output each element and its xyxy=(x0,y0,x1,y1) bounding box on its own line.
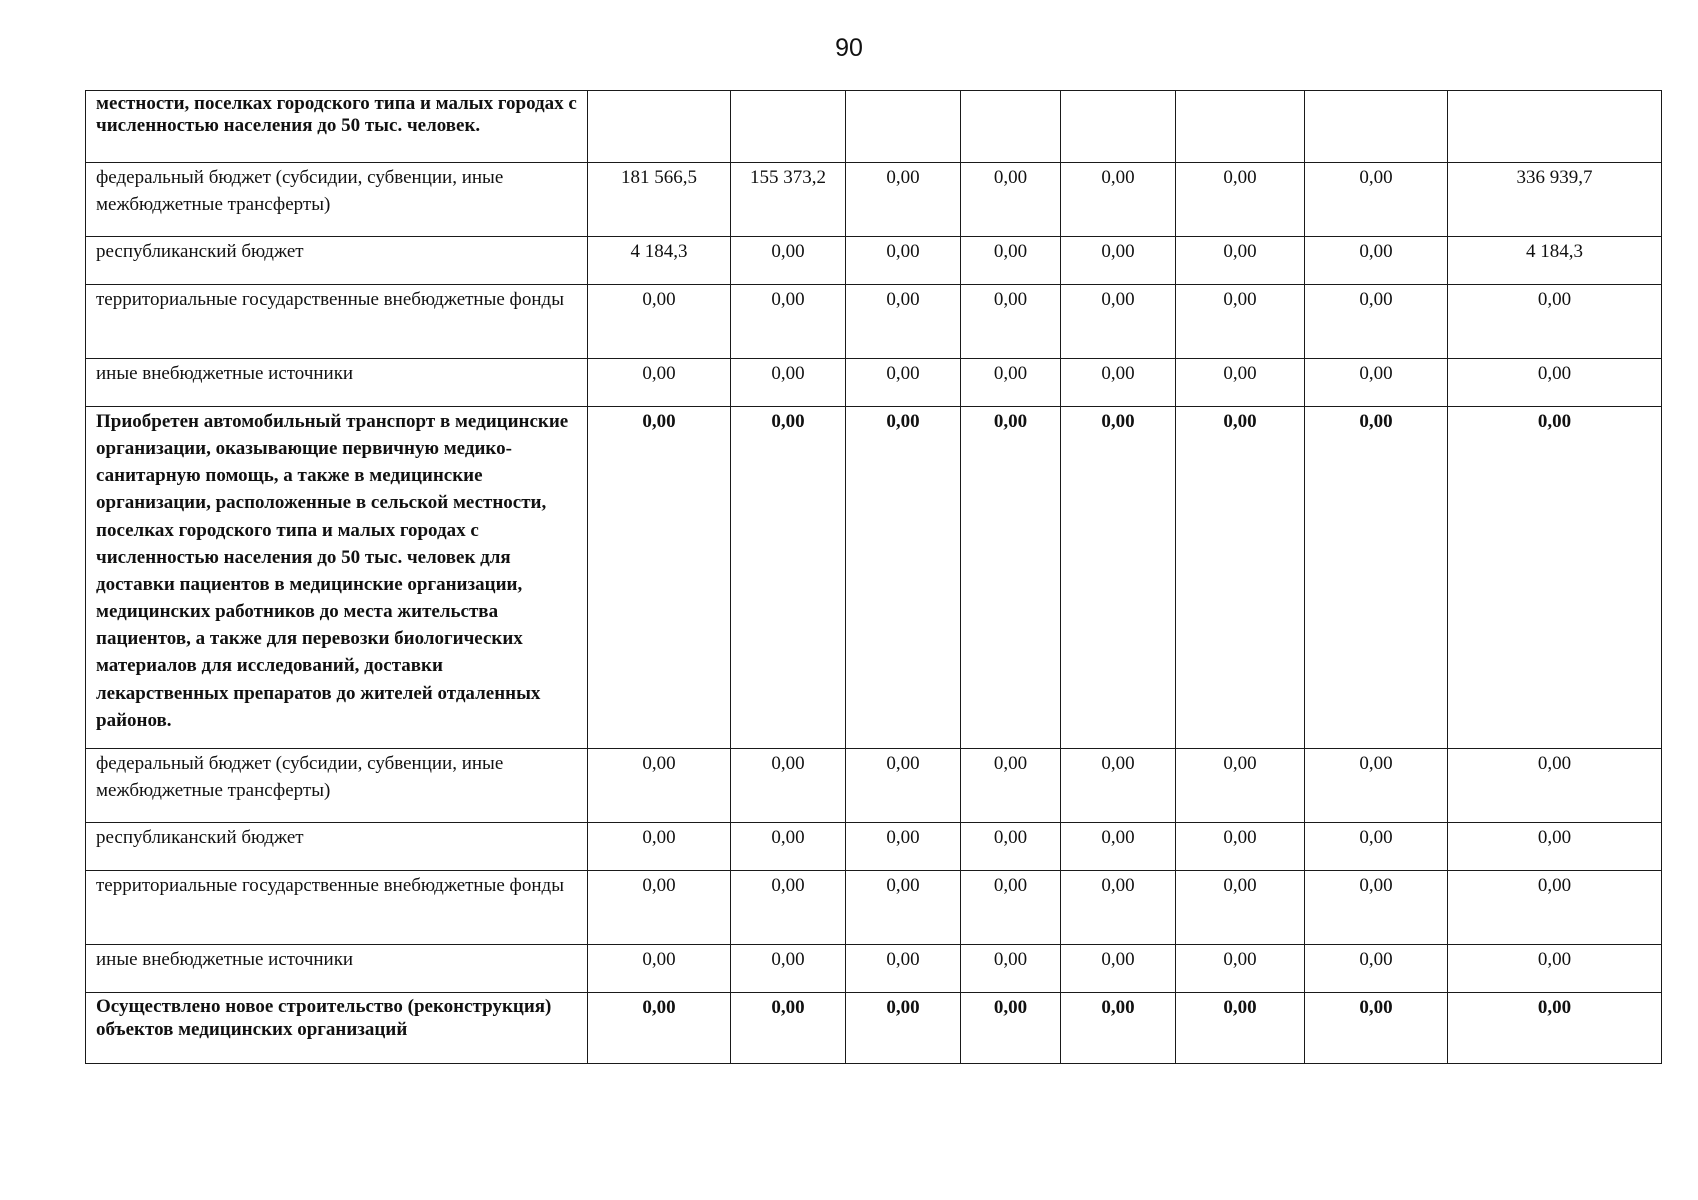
budget-source-row xyxy=(86,945,1662,993)
section-title-cell: Осуществлено новое строительство (реконструкция) объектов медицинских организаций xyxy=(86,993,588,1064)
funding-source-cell: республиканский бюджет xyxy=(86,237,588,285)
budget-source-row xyxy=(86,237,1662,285)
value-cell: 0,00 xyxy=(731,871,846,945)
budget-table xyxy=(85,90,1662,1064)
value-cell: 0,00 xyxy=(846,749,961,823)
total-value-cell: 0,00 xyxy=(1448,407,1662,749)
budget-source-row xyxy=(86,285,1662,359)
value-cell: 0,00 xyxy=(846,407,961,749)
funding-source-cell: федеральный бюджет (субсидии, субвенции, иные межбюджетные трансферты) xyxy=(86,163,588,237)
budget-source-row xyxy=(86,163,1662,237)
value-cell: 0,00 xyxy=(1305,359,1448,407)
value-cell: 0,00 xyxy=(1061,749,1176,823)
value-cell: 0,00 xyxy=(731,945,846,993)
budget-source-row xyxy=(86,871,1662,945)
budget-source-row xyxy=(86,359,1662,407)
value-cell: 0,00 xyxy=(846,285,961,359)
value-cell: 0,00 xyxy=(846,945,961,993)
value-cell: 0,00 xyxy=(1305,945,1448,993)
value-cell: 0,00 xyxy=(588,359,731,407)
total-value-cell: 0,00 xyxy=(1448,945,1662,993)
value-cell xyxy=(588,91,731,163)
value-cell: 0,00 xyxy=(846,993,961,1064)
value-cell: 0,00 xyxy=(1305,871,1448,945)
total-value-cell: 0,00 xyxy=(1448,823,1662,871)
value-cell: 0,00 xyxy=(588,823,731,871)
value-cell: 0,00 xyxy=(1061,163,1176,237)
value-cell: 0,00 xyxy=(1305,285,1448,359)
value-cell: 0,00 xyxy=(1176,237,1305,285)
total-value-cell: 0,00 xyxy=(1448,749,1662,823)
value-cell: 155 373,2 xyxy=(731,163,846,237)
value-cell: 0,00 xyxy=(846,237,961,285)
value-cell: 0,00 xyxy=(588,993,731,1064)
value-cell xyxy=(1061,91,1176,163)
value-cell: 0,00 xyxy=(588,945,731,993)
value-cell xyxy=(1176,91,1305,163)
value-cell: 0,00 xyxy=(1176,871,1305,945)
value-cell: 0,00 xyxy=(1176,163,1305,237)
value-cell xyxy=(961,91,1061,163)
funding-source-cell: федеральный бюджет (субсидии, субвенции, иные межбюджетные трансферты) xyxy=(86,749,588,823)
value-cell: 0,00 xyxy=(1061,993,1176,1064)
value-cell: 4 184,3 xyxy=(588,237,731,285)
value-cell: 181 566,5 xyxy=(588,163,731,237)
value-cell: 0,00 xyxy=(731,749,846,823)
total-value-cell: 0,00 xyxy=(1448,993,1662,1064)
total-value-cell: 336 939,7 xyxy=(1448,163,1662,237)
value-cell: 0,00 xyxy=(1061,237,1176,285)
value-cell: 0,00 xyxy=(731,407,846,749)
value-cell: 0,00 xyxy=(961,237,1061,285)
section-title-cell: Приобретен автомобильный транспорт в медицинские организации, оказывающие первичную медико-санитарную помощь, а также в медицинские организации, расположенные в сельской местности, поселках городского типа и малых городах с численностью населения до 50 тыс. человек для доставки пациентов в медицинские организации, медицинских работников до места жительства пациентов, а также для перевозки биологических материалов для исследований, доставки лекарственных препаратов до жителей отдаленных районов. xyxy=(86,407,588,749)
value-cell: 0,00 xyxy=(588,871,731,945)
value-cell: 0,00 xyxy=(846,823,961,871)
value-cell: 0,00 xyxy=(1176,749,1305,823)
value-cell: 0,00 xyxy=(1061,359,1176,407)
budget-source-row xyxy=(86,749,1662,823)
value-cell: 0,00 xyxy=(961,823,1061,871)
table-body xyxy=(86,91,1662,1064)
total-value-cell: 4 184,3 xyxy=(1448,237,1662,285)
total-value-cell xyxy=(1448,91,1662,163)
value-cell: 0,00 xyxy=(1305,993,1448,1064)
value-cell: 0,00 xyxy=(1176,285,1305,359)
value-cell xyxy=(731,91,846,163)
section-row xyxy=(86,407,1662,749)
value-cell: 0,00 xyxy=(961,993,1061,1064)
value-cell: 0,00 xyxy=(1061,823,1176,871)
value-cell: 0,00 xyxy=(1305,407,1448,749)
value-cell: 0,00 xyxy=(1305,823,1448,871)
value-cell: 0,00 xyxy=(1176,945,1305,993)
value-cell: 0,00 xyxy=(1305,749,1448,823)
value-cell: 0,00 xyxy=(731,237,846,285)
total-value-cell: 0,00 xyxy=(1448,359,1662,407)
value-cell: 0,00 xyxy=(961,945,1061,993)
value-cell: 0,00 xyxy=(961,285,1061,359)
value-cell: 0,00 xyxy=(1061,407,1176,749)
value-cell: 0,00 xyxy=(1061,285,1176,359)
value-cell: 0,00 xyxy=(1176,407,1305,749)
value-cell: 0,00 xyxy=(846,163,961,237)
value-cell: 0,00 xyxy=(846,871,961,945)
funding-source-cell: иные внебюджетные источники xyxy=(86,945,588,993)
value-cell: 0,00 xyxy=(1305,237,1448,285)
value-cell: 0,00 xyxy=(846,359,961,407)
value-cell: 0,00 xyxy=(1176,823,1305,871)
total-value-cell: 0,00 xyxy=(1448,871,1662,945)
page-number: 90 xyxy=(835,34,863,62)
value-cell: 0,00 xyxy=(961,163,1061,237)
budget-source-row xyxy=(86,823,1662,871)
value-cell: 0,00 xyxy=(1061,945,1176,993)
funding-source-cell: иные внебюджетные источники xyxy=(86,359,588,407)
funding-source-cell: территориальные государственные внебюджетные фонды xyxy=(86,871,588,945)
section-row xyxy=(86,91,1662,163)
value-cell: 0,00 xyxy=(961,359,1061,407)
value-cell: 0,00 xyxy=(961,749,1061,823)
value-cell: 0,00 xyxy=(731,993,846,1064)
value-cell xyxy=(846,91,961,163)
section-title-cell: местности, поселках городского типа и малых городах с численностью населения до 50 тыс. человек. xyxy=(86,91,588,163)
value-cell: 0,00 xyxy=(731,823,846,871)
value-cell: 0,00 xyxy=(588,407,731,749)
section-row xyxy=(86,993,1662,1064)
value-cell: 0,00 xyxy=(1061,871,1176,945)
funding-source-cell: республиканский бюджет xyxy=(86,823,588,871)
value-cell: 0,00 xyxy=(588,749,731,823)
funding-source-cell: территориальные государственные внебюджетные фонды xyxy=(86,285,588,359)
value-cell: 0,00 xyxy=(961,871,1061,945)
total-value-cell: 0,00 xyxy=(1448,285,1662,359)
value-cell: 0,00 xyxy=(731,285,846,359)
value-cell: 0,00 xyxy=(1305,163,1448,237)
value-cell: 0,00 xyxy=(1176,359,1305,407)
value-cell: 0,00 xyxy=(588,285,731,359)
value-cell: 0,00 xyxy=(731,359,846,407)
value-cell: 0,00 xyxy=(961,407,1061,749)
value-cell xyxy=(1305,91,1448,163)
value-cell: 0,00 xyxy=(1176,993,1305,1064)
